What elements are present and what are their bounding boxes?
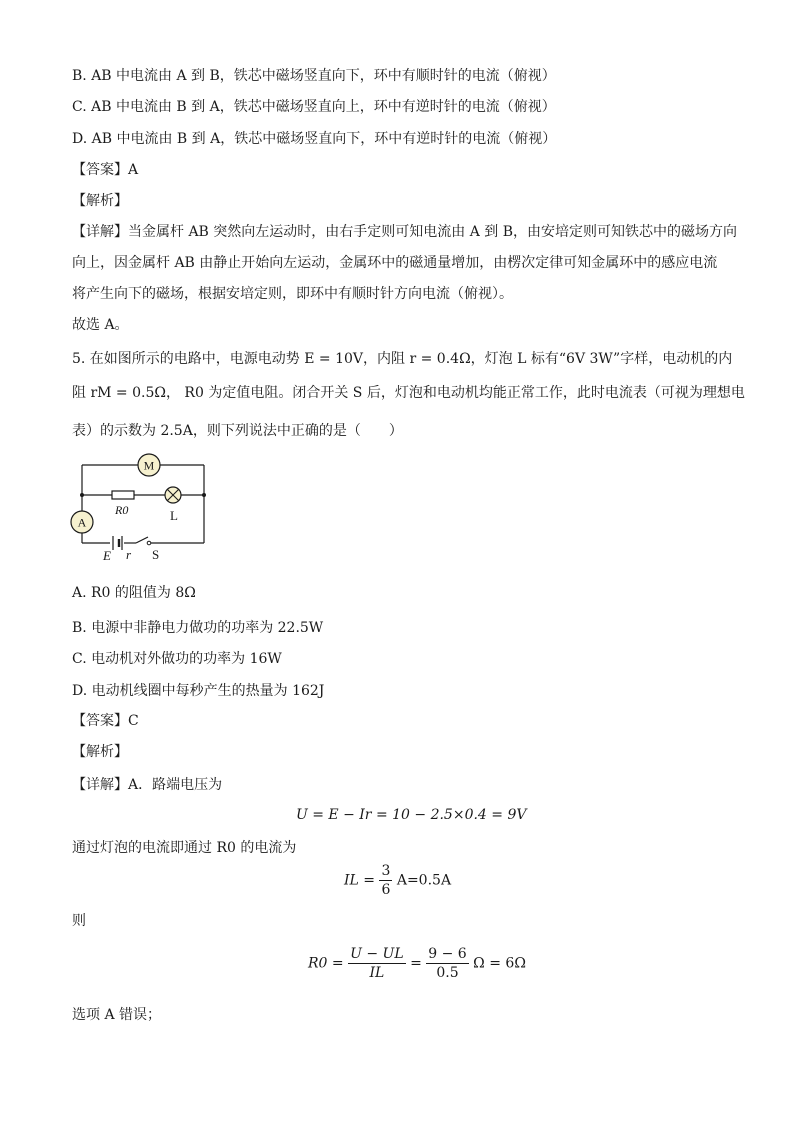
- formula-3-denominator-1: IL: [369, 965, 385, 981]
- formula-2-fraction: [379, 862, 392, 899]
- text-lamp-current: 通过灯泡的电流即通过 R0 的电流为: [72, 840, 297, 856]
- formula-3-numerator-1: U − UL: [350, 946, 404, 962]
- text-then: 则: [72, 913, 86, 929]
- switch-label: S: [152, 547, 160, 562]
- motor-icon: [138, 454, 160, 476]
- resistor-label: R0: [115, 503, 129, 517]
- formula-3-fraction-2: [426, 945, 468, 982]
- formula-lamp-current: [344, 862, 504, 906]
- prev-detail-line-2: 向上，因金属杆 AB 由静止开始向左运动，金属环中的磁通量增加，由楞次定律可知金属环中的感应电流: [72, 255, 718, 271]
- formula-3-denominator-2: 0.5: [436, 965, 459, 981]
- emf-label: E: [103, 548, 111, 563]
- q5-stem-line-2: 阻 rM = 0.5Ω， R0 为定值电阻。闭合开关 S 后，灯泡和电动机均能正常工作，此时电流表（可视为理想电: [72, 385, 745, 401]
- q5-analysis-heading: 【解析】: [72, 744, 128, 760]
- switch-icon: [136, 537, 151, 545]
- formula-3-rhs: Ω = 6Ω: [473, 955, 526, 972]
- q5-option-b: B. 电源中非静电力做功的功率为 22.5W: [72, 620, 324, 636]
- formula-2-rhs: A=0.5A: [396, 872, 452, 889]
- formula-terminal-voltage: U = E − Ir = 10 − 2.5×0.4 = 9V: [296, 807, 527, 823]
- formula-resistor-value: [308, 945, 526, 991]
- prev-option-c: C. AB 中电流由 B 到 A，铁芯中磁场竖直向上，环中有逆时针的电流（俯视）: [72, 99, 556, 115]
- q5-stem-line-1: 5. 在如图所示的电路中，电源电动势 E = 10V，内阻 r = 0.4Ω，灯泡 L 标有“6V 3W”字样，电动机的内: [72, 351, 733, 367]
- battery-icon: [113, 536, 122, 550]
- formula-2-numerator: 3: [381, 863, 391, 879]
- formula-3-fraction-1: [348, 945, 406, 982]
- lamp-icon: [165, 487, 181, 503]
- lamp-label: L: [170, 508, 178, 523]
- ammeter-label: A: [77, 515, 87, 530]
- prev-detail-line-3: 将产生向下的磁场，根据安培定则，即环中有顺时针方向电流（俯视）。: [72, 286, 513, 302]
- prev-choose: 故选 A。: [72, 317, 129, 333]
- formula-3-numerator-2: 9 − 6: [428, 946, 467, 962]
- formula-2-lhs: IL =: [344, 872, 376, 889]
- prev-analysis-heading: 【解析】: [72, 193, 128, 209]
- motor-label: M: [143, 458, 155, 473]
- q5-detail-a: 【详解】A．路端电压为: [72, 777, 223, 793]
- conclusion-a: 选项 A 错误；: [72, 1007, 162, 1023]
- formula-2-denominator: 6: [381, 882, 391, 898]
- q5-stem-line-3: 表）的示数为 2.5A，则下列说法中正确的是（ ）: [72, 423, 403, 439]
- q5-option-a: A. R0 的阻值为 8Ω: [72, 585, 196, 601]
- q5-answer: 【答案】C: [72, 713, 139, 729]
- prev-detail-line-1: 【详解】当金属杆 AB 突然向左运动时，由右手定则可知电流由 A 到 B，由安培定则可知铁芯中的磁场方向: [72, 224, 738, 240]
- q5-option-c: C. 电动机对外做功的功率为 16W: [72, 651, 282, 667]
- q5-option-d: D. 电动机线圈中每秒产生的热量为 162J: [72, 683, 325, 699]
- prev-option-d: D. AB 中电流由 B 到 A，铁芯中磁场竖直向下，环中有逆时针的电流（俯视）: [72, 131, 557, 147]
- circuit-diagram: [66, 453, 216, 565]
- ammeter-icon: [71, 511, 93, 533]
- formula-3-lhs: R0 =: [308, 955, 344, 972]
- formula-3-equals: =: [410, 955, 422, 972]
- internal-resistance-label: r: [126, 547, 132, 562]
- prev-answer: 【答案】A: [72, 162, 139, 178]
- prev-option-b: B. AB 中电流由 A 到 B，铁芯中磁场竖直向下，环中有顺时针的电流（俯视）: [72, 68, 556, 84]
